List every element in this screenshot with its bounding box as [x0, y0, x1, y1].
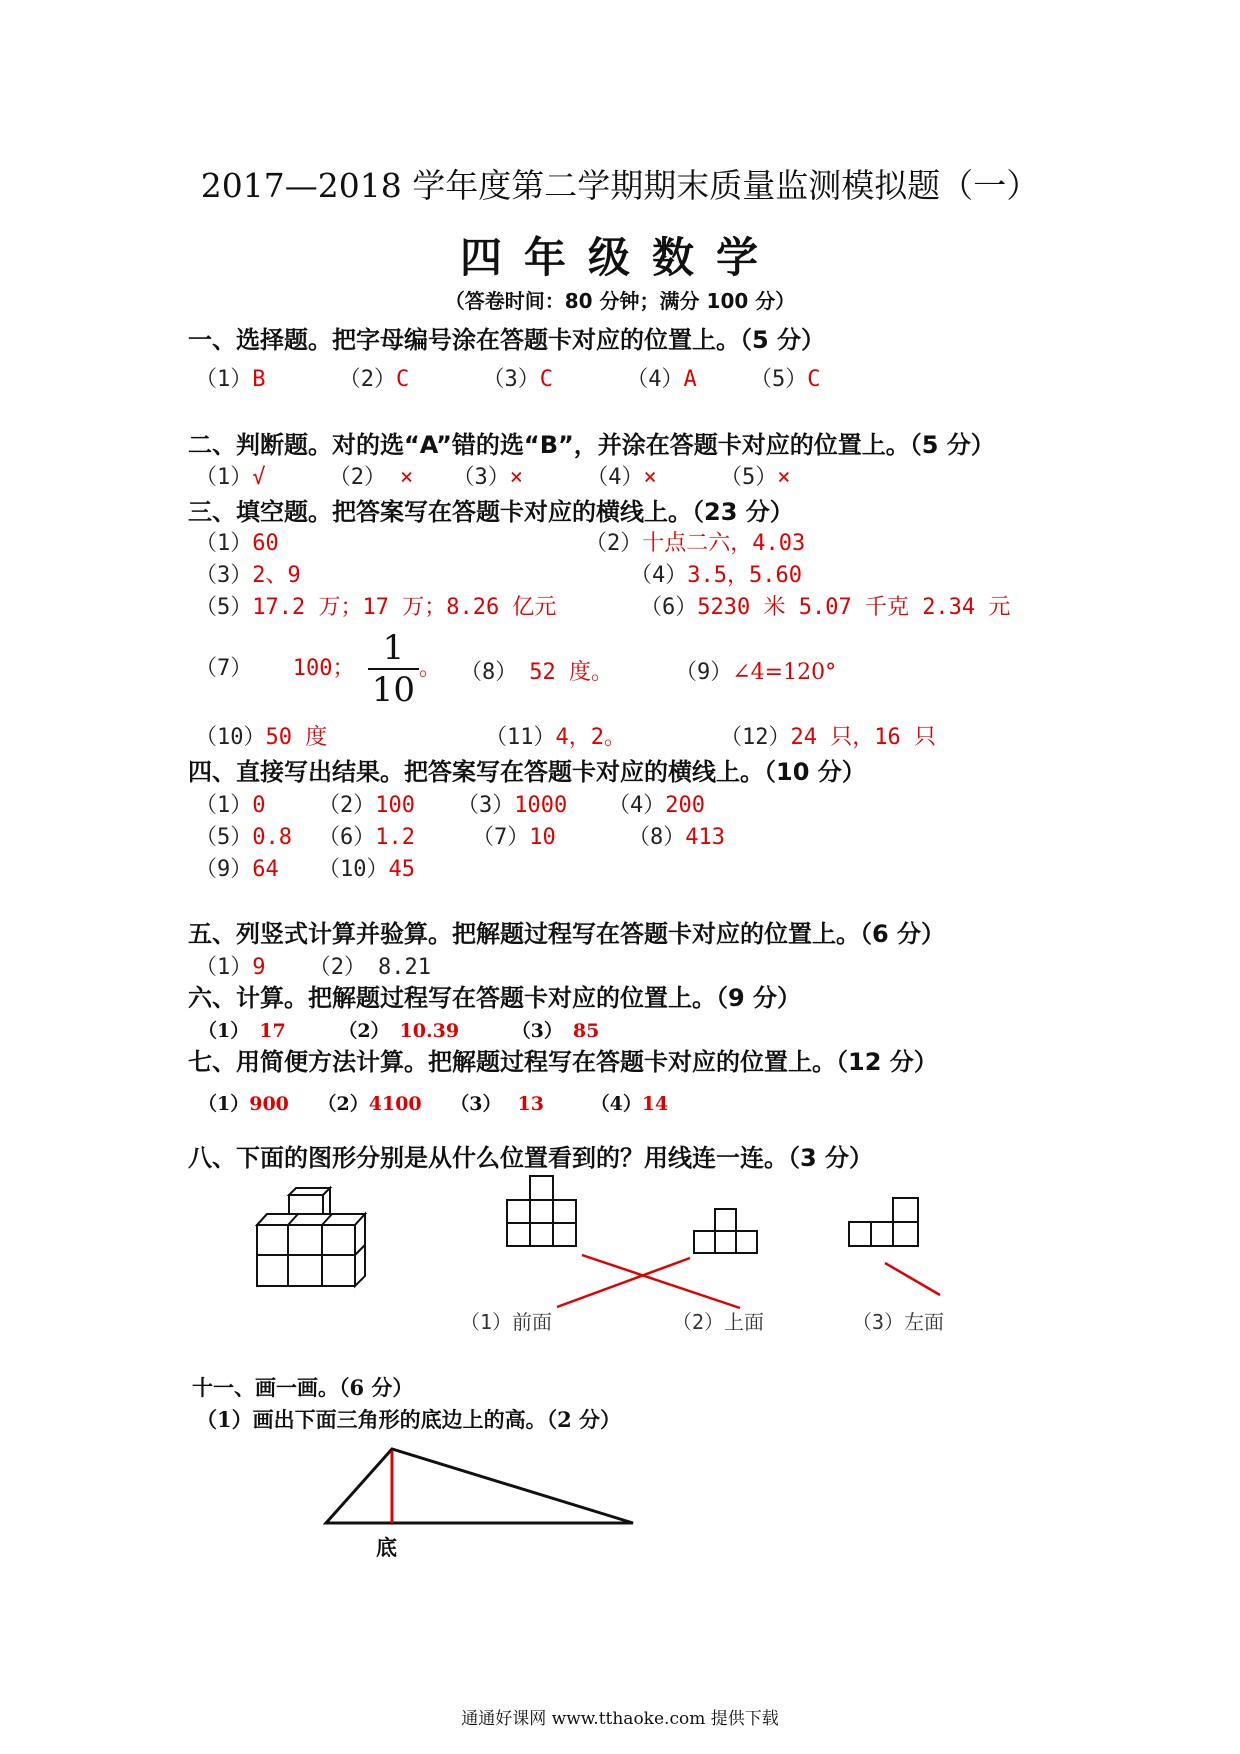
- s1-q1-number: （1）: [195, 367, 253, 392]
- section-1-answers: [195, 362, 821, 393]
- s4-q7: [472, 820, 556, 851]
- exam-note: （答卷时间：80 分钟；满分 100 分）: [444, 289, 796, 313]
- s1-q4-answer: A: [683, 367, 697, 392]
- s2-q3-answer: ×: [509, 465, 523, 490]
- s4-q6-answer: 1.2: [375, 825, 415, 850]
- s1-q3-number: （3）: [482, 367, 540, 392]
- s3-q10-number: （10）: [195, 725, 266, 750]
- s3-q1-answer: 60: [252, 531, 279, 556]
- s7-q2-number: （2）: [317, 1093, 369, 1115]
- s4-q7-number: （7）: [472, 825, 530, 850]
- section-2-heading: 二、判断题。对的选“A”错的选“B”，并涂在答题卡对应的位置上。（5 分）: [188, 431, 995, 459]
- section-7-answers: [198, 1089, 668, 1116]
- s3-q3-number: （3）: [195, 563, 253, 588]
- section-7-heading: 七、用简便方法计算。把解题过程写在答题卡对应的位置上。（12 分）: [188, 1048, 938, 1076]
- section-8-heading: 八、下面的图形分别是从什么位置看到的？用线连一连。（3 分）: [188, 1144, 874, 1172]
- s3-q5-answer: 17.2 万；17 万；8.26 亿元: [252, 595, 557, 620]
- view-label-front: （1）前面: [460, 1310, 553, 1334]
- s4-q8-answer: 413: [685, 825, 725, 850]
- s4-q5-number: （5）: [195, 825, 253, 850]
- s4-q10-answer: 45: [388, 857, 415, 882]
- s5-q1-number: （1）: [195, 955, 253, 980]
- s4-q9: [195, 852, 279, 883]
- s2-q4-number: （4）: [586, 465, 644, 490]
- s4-q3: [457, 788, 567, 819]
- match-line-3: [885, 1263, 940, 1295]
- s3-q8: [460, 655, 613, 686]
- section-5-answers: [195, 950, 431, 981]
- s3-q5: [195, 590, 556, 621]
- s1-q4-number: （4）: [626, 367, 684, 392]
- s2-q1-number: （1）: [195, 465, 253, 490]
- page-title: 2017—2018 学年度第二学期期末质量监测模拟题（一）: [200, 166, 1040, 205]
- s4-q1: [195, 788, 266, 819]
- s3-q10: [195, 720, 327, 751]
- s2-q2-number: （2）: [328, 465, 386, 490]
- triangle-figure: [326, 1449, 633, 1523]
- view-grid-1: [507, 1176, 576, 1246]
- fraction-numerator: 1: [368, 628, 419, 670]
- s3-q11-answer: 4，2。: [555, 725, 626, 750]
- s7-q3-answer: 13: [517, 1093, 544, 1115]
- s1-q3-answer: C: [539, 367, 553, 392]
- fraction-denominator: 10: [371, 670, 416, 710]
- section-11-heading: 十一、画一画。（6 分）: [192, 1375, 414, 1400]
- s7-q3-number: （3）: [450, 1093, 502, 1115]
- s7-q1-answer: 900: [249, 1093, 289, 1115]
- s3-q6-number: （6）: [640, 595, 698, 620]
- s4-q10: [318, 852, 415, 883]
- s1-q2-number: （2）: [338, 367, 396, 392]
- s3-q1-number: （1）: [195, 531, 253, 556]
- s4-q5-answer: 0.8: [252, 825, 292, 850]
- s3-q1: [195, 526, 279, 557]
- s7-q4-number: （4）: [590, 1093, 642, 1115]
- s3-q6: [640, 590, 1010, 621]
- match-line-1: [582, 1255, 740, 1308]
- s4-q5: [195, 820, 292, 851]
- s3-q2-answer: 十点二六，4.03: [642, 531, 806, 556]
- s2-q4-answer: ×: [643, 465, 657, 490]
- section-3-heading: 三、填空题。把答案写在答题卡对应的横线上。（23 分）: [188, 498, 794, 526]
- s4-q2-number: （2）: [318, 793, 376, 818]
- s1-q5-answer: C: [807, 367, 821, 392]
- s7-q4-answer: 14: [641, 1093, 669, 1115]
- s2-q5-answer: ×: [777, 465, 791, 490]
- s4-q7-answer: 10: [529, 825, 556, 850]
- s6-q3-number: （3）: [511, 1020, 563, 1042]
- s3-q7: [195, 628, 441, 710]
- s2-q2-answer: ×: [400, 465, 414, 490]
- section-2-answers: [195, 460, 791, 491]
- s4-q3-number: （3）: [457, 793, 515, 818]
- s3-q9-number: （9）: [675, 660, 733, 685]
- s1-q1-answer: B: [252, 367, 266, 392]
- footer-source: 通通好课网 www.tthaoke.com 提供下载: [461, 1709, 779, 1729]
- s4-q8-number: （8）: [628, 825, 686, 850]
- s3-q11-number: （11）: [485, 725, 556, 750]
- section-6-answers: [198, 1016, 599, 1043]
- s5-q2-number: （2）: [308, 955, 366, 980]
- view-label-left: （3）左面: [852, 1310, 945, 1334]
- s3-q7-tail: 。: [419, 656, 442, 681]
- s6-q1-answer: 17: [259, 1020, 286, 1042]
- s2-q5-number: （5）: [720, 465, 778, 490]
- s3-q10-answer: 50 度: [265, 725, 328, 750]
- view-grid-2: [694, 1209, 757, 1253]
- s7-q1-number: （1）: [198, 1093, 250, 1115]
- s4-q9-answer: 64: [252, 857, 279, 882]
- s4-q2: [318, 788, 415, 819]
- s3-q12: [720, 720, 936, 751]
- s4-q10-number: （10）: [318, 857, 389, 882]
- s4-q6: [318, 820, 415, 851]
- s6-q2-answer: 10.39: [399, 1020, 460, 1042]
- s3-q8-answer: 52 度。: [529, 660, 613, 685]
- s3-q5-number: （5）: [195, 595, 253, 620]
- matching-lines: [557, 1255, 940, 1308]
- s4-q1-answer: 0: [252, 793, 266, 818]
- triangle-base-label: 底: [376, 1535, 397, 1560]
- s2-q1-answer: √: [252, 465, 266, 490]
- s5-q1-answer: 9: [252, 955, 266, 980]
- section-6-heading: 六、计算。把解题过程写在答题卡对应的位置上。（9 分）: [188, 984, 802, 1012]
- s3-q9: [675, 655, 836, 686]
- s3-q2: [585, 526, 805, 557]
- s3-q4: [630, 558, 802, 589]
- s3-q4-answer: 3.5，5.60: [687, 563, 802, 588]
- s4-q8: [628, 820, 725, 851]
- s1-q2-answer: C: [396, 367, 410, 392]
- s4-q6-number: （6）: [318, 825, 376, 850]
- s3-q6-answer: 5230 米 5.07 千克 2.34 元: [697, 595, 1011, 620]
- s3-q3: [195, 558, 301, 589]
- s4-q2-answer: 100: [375, 793, 415, 818]
- section-11-subquestion: （1）画出下面三角形的底边上的高。（2 分）: [196, 1407, 622, 1432]
- s6-q2-number: （2）: [338, 1020, 390, 1042]
- s2-q3-number: （3）: [452, 465, 510, 490]
- s3-q12-answer: 24 只，16 只: [790, 725, 936, 750]
- s4-q3-answer: 1000: [514, 793, 568, 818]
- s5-q2-answer: 8.21: [378, 955, 431, 980]
- s3-q9-answer: ∠4=120°: [732, 660, 837, 685]
- s4-q4: [608, 788, 705, 819]
- s6-q3-answer: 85: [572, 1020, 600, 1042]
- s4-q4-answer: 200: [665, 793, 705, 818]
- s4-q9-number: （9）: [195, 857, 253, 882]
- page-subtitle: 四年级数学: [459, 233, 780, 282]
- block-solid-figure: [257, 1188, 365, 1286]
- s1-q5-number: （5）: [750, 367, 808, 392]
- s6-q1-number: （1）: [198, 1020, 250, 1042]
- section-1-heading: 一、选择题。把字母编号涂在答题卡对应的位置上。（5 分）: [188, 326, 826, 354]
- s3-q12-number: （12）: [720, 725, 791, 750]
- section-4-heading: 四、直接写出结果。把答案写在答题卡对应的横线上。（10 分）: [188, 758, 866, 786]
- s3-q7-answer: 100；: [292, 656, 355, 681]
- s7-q2-answer: 4100: [368, 1093, 422, 1115]
- s4-q1-number: （1）: [195, 793, 253, 818]
- match-line-2: [557, 1258, 690, 1307]
- s3-q7-number: （7）: [195, 656, 253, 681]
- s3-q2-number: （2）: [585, 531, 643, 556]
- view-grid-3: [849, 1198, 918, 1246]
- s3-q7-fraction: [368, 628, 419, 710]
- s4-q4-number: （4）: [608, 793, 666, 818]
- section-5-heading: 五、列竖式计算并验算。把解题过程写在答题卡对应的位置上。（6 分）: [188, 920, 946, 948]
- view-label-top: （2）上面: [672, 1310, 765, 1334]
- s3-q8-number: （8）: [460, 660, 518, 685]
- s3-q3-answer: 2、9: [252, 563, 301, 588]
- s3-q4-number: （4）: [630, 563, 688, 588]
- s3-q11: [485, 720, 626, 751]
